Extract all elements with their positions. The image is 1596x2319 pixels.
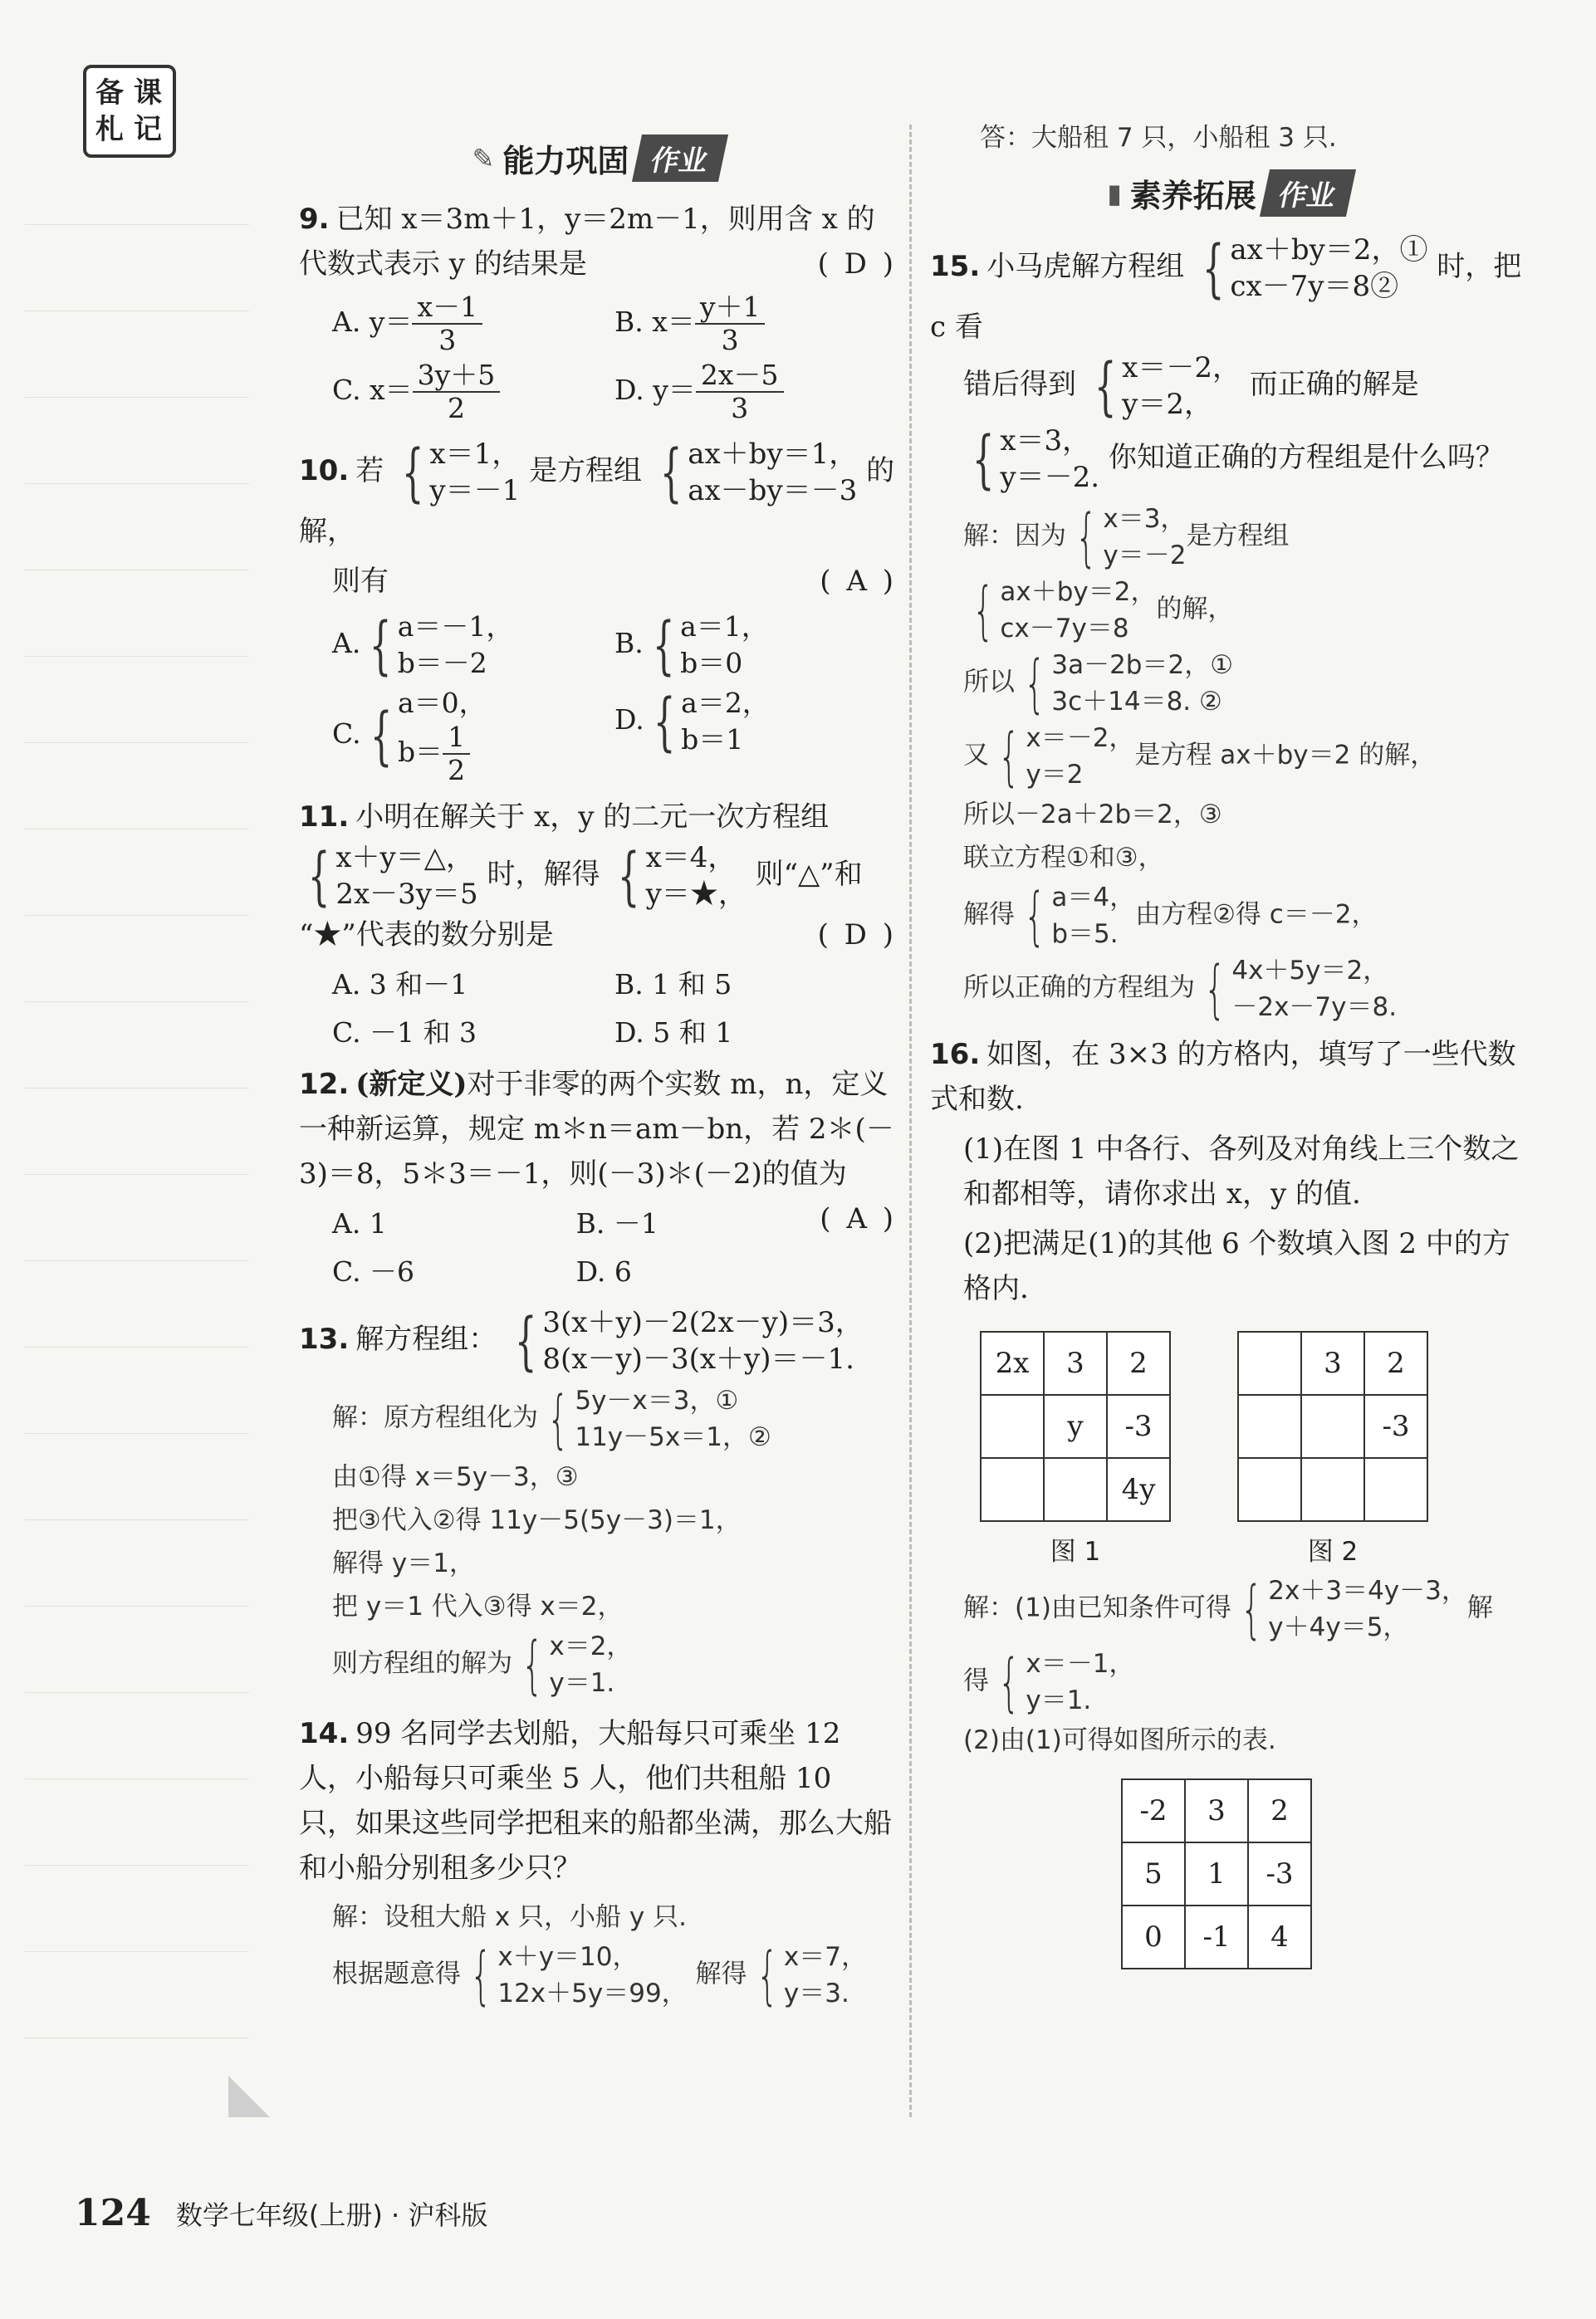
question-text: 已知 x＝3m＋1，y＝2m－1，则用含 x 的代数式表示 y 的结果是 [299, 203, 875, 281]
options-10 [299, 609, 897, 786]
right-column [930, 116, 1528, 1969]
figures [980, 1331, 1528, 1568]
pencil-icon: ✎ [472, 142, 495, 174]
section-title-ability [299, 135, 897, 182]
answer: ( D ) [817, 247, 897, 281]
option-c: C. －6 [332, 1255, 415, 1288]
option-d: D. 5 和 1 [614, 1016, 733, 1049]
solution-13: 解：原方程组化为 { 5y－x＝3，① 11y－5x＝1，② 由①得 x＝5y－3，③ 把③代入②得 11y－5(5y－3)＝1， 解得 y＝1， 把 y＝1 代入③得 x＝2， 则方程组的解为 { x＝2， y＝1. [332, 1382, 771, 1701]
answer: ( A ) [820, 1202, 897, 1235]
option-b: B. x＝ $\frac{y+1}{3}$ [614, 291, 897, 356]
answer: ( D ) [817, 918, 897, 952]
question-number: 14. [299, 1717, 350, 1750]
question-number: 9. [299, 203, 330, 236]
option-b: B. { a＝1， b＝0 [614, 608, 769, 682]
answer: ( A ) [820, 565, 897, 598]
page-corner-mark [228, 2076, 270, 2117]
question-16-part2: (2)把满足(1)的其他 6 个数填入图 2 中的方格内. [963, 1227, 1510, 1305]
question-14: 14. 99 名同学去划船，大船每只可乘坐 12 人，小船每只可乘坐 5 人，他们共租船 10 只，如果这些同学把租来的船都坐满，那么大船和小船分别租多少只？ [299, 1717, 892, 1885]
section-title-text: 素养拓展 [1129, 178, 1256, 214]
section-title-text: 能力巩固 [502, 143, 629, 179]
figure-1: 2x 3 2 y -3 4y 图 1 [980, 1331, 1171, 1568]
solution-16: 解：(1)由已知条件可得 { 2x＋3＝4y－3， y＋4y＝5， 解 得 { x＝－1， y＝1. (2)由(1)可得如图所示的表. [963, 1572, 1493, 1755]
final-table: -2 3 2 5 1 -3 0 -1 4 [1121, 1778, 1528, 1969]
option-a: A. { a＝－1， b＝－2 [332, 608, 514, 682]
solution-14: 解：设租大船 x 只，小船 y 只. 根据题意得 { x＋y＝10， 12x＋5y＝99， 解得 { x＝7， y＝3. [332, 1902, 867, 2012]
question-9 [299, 197, 897, 286]
option-d: D. y＝ $\frac{2x-5}{3}$ [614, 360, 897, 424]
answer-14: 答：大船租 7 只，小船租 3 只. [980, 123, 1337, 153]
footer [75, 2192, 487, 2234]
option-c: C. x＝ $\frac{3y+5}{2}$ [332, 360, 614, 424]
section-tag: 作业 [1260, 169, 1356, 217]
question-number: 12. [299, 1068, 350, 1101]
figure-2: 3 2 -3 图 2 [1237, 1331, 1428, 1568]
section-title-extension [930, 169, 1528, 217]
figure-caption: 图 2 [1307, 1537, 1359, 1567]
option-b: B. 1 和 5 [614, 968, 732, 1000]
question-10-cont: 则有 ( A ) [299, 559, 897, 604]
options-11 [299, 962, 897, 1055]
options-9 [299, 291, 897, 424]
bracket-icon: ▮ [1107, 177, 1122, 209]
note-lines [25, 224, 249, 2159]
option-c: C. －1 和 3 [332, 1016, 477, 1049]
question-number: 15. [930, 250, 981, 283]
question-16: 16. 如图，在 3×3 的方格内，填写了一些代数式和数. [930, 1038, 1516, 1116]
option-a: A. 1 [332, 1207, 387, 1240]
question-16-part1: (1)在图 1 中各行、各列及对角线上三个数之和都相等，请你求出 x，y 的值. [963, 1133, 1520, 1211]
option-a: A. y＝ $\frac{x-1}{3}$ [332, 291, 614, 356]
solution-15: 解：因为 { x＝3， y＝－2 是方程组 { ax＋by＝2， cx－7y＝8 的解， 所以 { 3a－2b＝2，① 3c＋14＝8. ② 又 { x＝－2， y＝2 是方程 ax＋by＝2 的解， 所以－2a＋2b＝2，③ 联立方程①和③， 解得 { a＝4， b＝5. 由方程②得 c＝－2， 所以正确的方程组为 { 4x＋5y＝2， －2x－7y＝8. [963, 500, 1437, 1025]
option-d: D. { a＝2， b＝1 [614, 684, 770, 758]
question-number: 11. [299, 800, 350, 834]
question-11: 11. 小明在解关于 x，y 的二元一次方程组 { x＋y＝△， 2x－3y＝5 时，解得 { x＝4， y＝★， 则“△”和 “★”代表的数分别是 ( D ) [299, 795, 897, 957]
column-divider [909, 125, 912, 2117]
question-15: 15. 小马虎解方程组 { ax＋by＝2，① cx－7y＝8② 时，把 c 看 错后得到 { x＝－2， y＝2， 而正确的解是 { x＝3， y＝－2. 你知道正确的方程组是什么吗？ [930, 231, 1522, 496]
page-number: 124 [75, 2192, 151, 2234]
question-13: 13. 解方程组： { 3(x＋y)－2(2x－y)＝3， 8(x－y)－3(x＋y)＝－1. [299, 1304, 864, 1377]
left-column [299, 125, 897, 2012]
option-a: A. 3 和－1 [332, 968, 468, 1000]
notes-badge [83, 65, 176, 158]
badge-char: 札 [95, 113, 125, 146]
question-number: 13. [299, 1323, 350, 1356]
option-d: D. 6 [575, 1255, 632, 1288]
badge-char: 记 [134, 113, 164, 146]
question-number: 10. [299, 454, 350, 487]
options-12 [299, 1201, 820, 1294]
section-tag: 作业 [632, 135, 728, 182]
book-title: 数学七年级(上册) · 沪科版 [175, 2199, 488, 2231]
option-c: C. { a＝0， b＝ $\frac{1}{2}$ [332, 687, 487, 786]
badge-char: 备 [95, 76, 125, 110]
question-number: 16. [930, 1038, 981, 1071]
figure-caption: 图 1 [1050, 1537, 1101, 1567]
badge-char: 课 [134, 76, 164, 110]
option-b: B. －1 [575, 1207, 658, 1240]
question-12: 12. (新定义)对于非零的两个实数 m，n，定义一种新运算，规定 m＊n＝am－bn，若 2＊(－3)＝8，5＊3＝－1，则(－3)＊(－2)的值为 ( A ) [299, 1062, 897, 1196]
question-10: 10. 若 { x＝1， y＝－1 是方程组 { ax＋by＝1， ax－by＝－3 的解， [299, 435, 895, 548]
